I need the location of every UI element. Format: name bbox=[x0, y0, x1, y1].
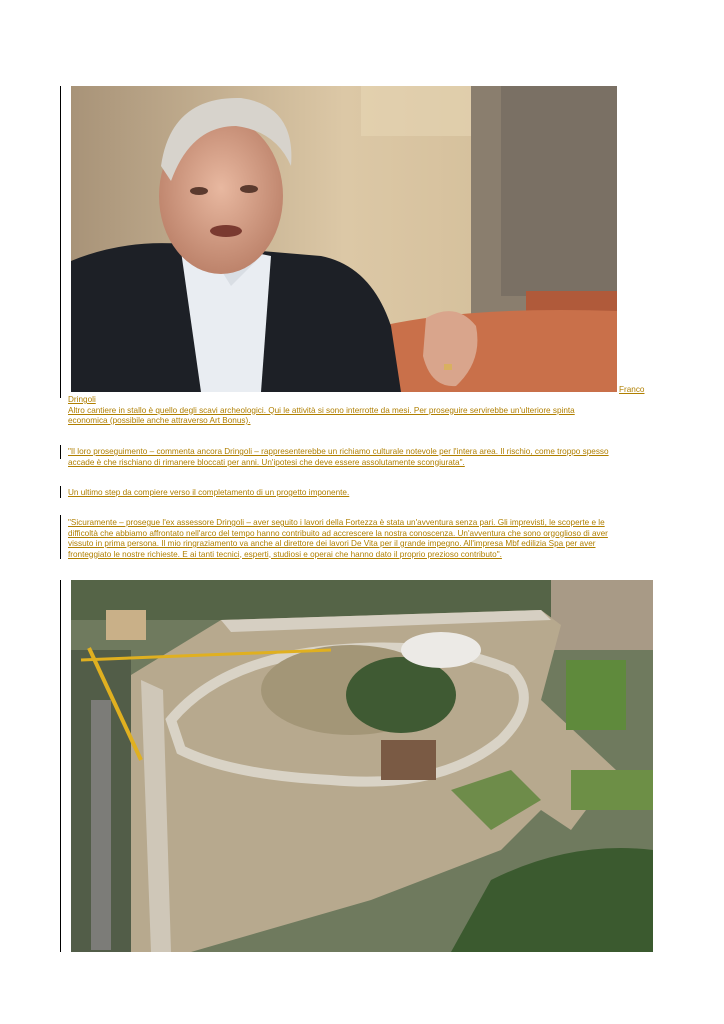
quote-line[interactable]: accade è che rischiano di rimanere bloccati per anni. Un'ipotesi che deve essere assolutamente scongiurata". bbox=[68, 457, 465, 467]
step-paragraph[interactable] bbox=[68, 488, 648, 499]
left-rule bbox=[60, 580, 61, 952]
quote-line[interactable]: difficoltà che abbiamo affrontato nell'arco del tempo hanno contribuito ad accrescere la nostra conoscenza. Un'avventura che sono orgoglioso di aver bbox=[68, 528, 608, 538]
caption-block[interactable] bbox=[68, 395, 648, 427]
quote-paragraph-1[interactable] bbox=[68, 447, 648, 468]
aerial-image bbox=[71, 580, 653, 952]
aerial-photo[interactable] bbox=[71, 580, 653, 952]
caption-line[interactable]: economica (possibile anche attraverso Art Bonus). bbox=[68, 416, 251, 425]
portrait-photo[interactable] bbox=[71, 86, 617, 392]
caption-line[interactable]: Altro cantiere in stallo è quello degli scavi archeologici. Qui le attività si sono interrotte da mesi. Per proseguire servirebbe un'ulteriore spinta bbox=[68, 405, 575, 415]
left-rule bbox=[60, 445, 61, 459]
caption-name-part2[interactable]: Dringoli bbox=[68, 395, 96, 404]
left-rule bbox=[60, 515, 61, 559]
portrait-image bbox=[71, 86, 617, 392]
quote-line[interactable]: "Il loro proseguimento – commenta ancora Dringoli – rappresenterebbe un richiamo culturale notevole per l'intera area. Il rischio, come troppo spesso bbox=[68, 447, 609, 456]
left-rule bbox=[60, 86, 61, 398]
caption-name-part1[interactable]: Franco bbox=[619, 385, 645, 394]
quote-paragraph-2[interactable] bbox=[68, 518, 648, 560]
quote-line[interactable]: fronteggiato le nostre richieste. E ai tanti tecnici, esperti, studiosi e operai che hanno dato il proprio prezioso contributo". bbox=[68, 549, 502, 559]
quote-line[interactable]: "Sicuramente – prosegue l'ex assessore Dringoli – aver seguito i lavori della Fortezza è stata un'avventura senza pari. Gli imprevisti, le scoperte e le bbox=[68, 518, 605, 527]
quote-line[interactable]: vissuto in prima persona. Il mio ringraziamento va anche al direttore dei lavori De Vita per il grande impegno. All'impresa Mbf edilizia Spa per aver bbox=[68, 539, 596, 548]
left-rule bbox=[60, 486, 61, 498]
step-line[interactable]: Un ultimo step da compiere verso il completamento di un progetto imponente. bbox=[68, 488, 350, 497]
